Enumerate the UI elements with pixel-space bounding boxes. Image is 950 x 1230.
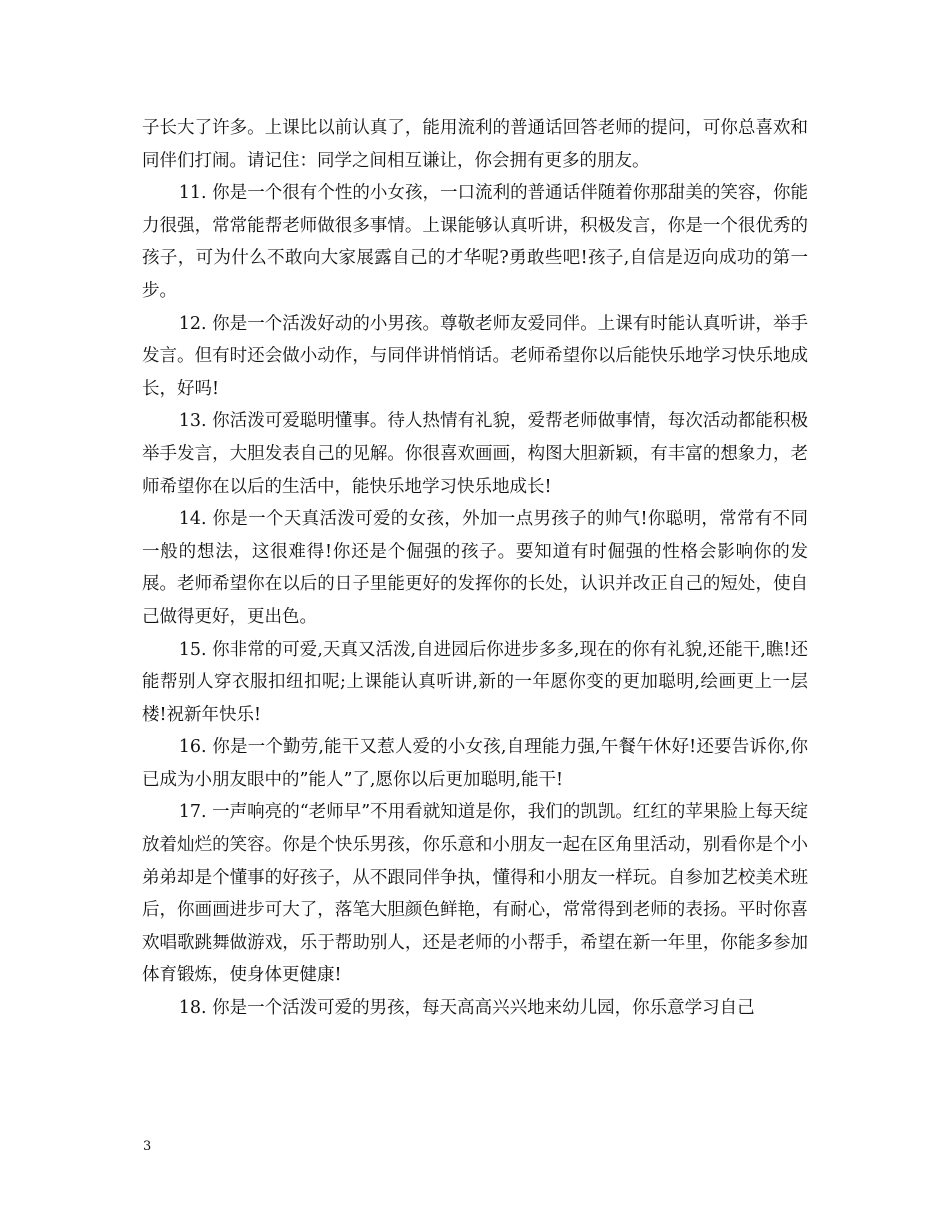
paragraph-15: 15. 你非常的可爱,天真又活泼,自进园后你进步多多,现在的你有礼貌,还能干,瞧!还能帮别人穿衣服扣纽扣呢;上课能认真听讲,新的一年愿你变的更加聪明,绘画更上一层楼!祝新年快乐! bbox=[142, 639, 808, 725]
page-number: 3 bbox=[143, 1139, 152, 1154]
paragraph-17: 17. 一声响亮的“老师早”不用看就知道是你，我们的凯凯。红红的苹果脸上每天绽放着灿烂的笑容。你是个快乐男孩，你乐意和小朋友一起在区角里活动，别看你是个小弟弟却是个懂事的好孩子，从不跟同伴争执，懂得和小朋友一样玩。自参加艺校美术班后，你画画进步可大了，落笔大胆颜色鲜艳，有耐心，常常得到老师的表扬。平时你喜欢唱歌跳舞做游戏，乐于帮助别人，还是老师的小帮手，希望在新一年里，你能多参加体育锻炼，使身体更健康! bbox=[142, 802, 808, 986]
paragraph-18: 18. 你是一个活泼可爱的男孩，每天高高兴兴地来幼儿园，你乐意学习自己 bbox=[178, 998, 755, 1019]
paragraph-13: 13. 你活泼可爱聪明懂事。待人热情有礼貌，爱帮老师做事情，每次活动都能积极举手发言，大胆发表自己的见解。你很喜欢画画，构图大胆新颖，有丰富的想象力，老师希望你在以后的生活中，能快乐地学习快乐地成长! bbox=[142, 411, 808, 497]
paragraph-16: 16. 你是一个勤劳,能干又惹人爱的小女孩,自理能力强,午餐午休好!还要告诉你,你已成为小朋友眼中的”能人”了,愿你以后更加聪明,能干! bbox=[142, 737, 808, 790]
paragraph-12: 12. 你是一个活泼好动的小男孩。尊敬老师友爱同伴。上课有时能认真听讲，举手发言。但有时还会做小动作，与同伴讲悄悄话。老师希望你以后能快乐地学习快乐地成长，好吗! bbox=[142, 313, 808, 399]
paragraph-continuation: 子长大了许多。上课比以前认真了，能用流利的普通话回答老师的提问，可你总喜欢和同伴们打闹。请记住：同学之间相互谦让，你会拥有更多的朋友。 bbox=[142, 118, 808, 171]
document-body bbox=[142, 112, 808, 1025]
paragraph-14: 14. 你是一个天真活泼可爱的女孩，外加一点男孩子的帅气!你聪明，常常有不同一般的想法，这很难得!你还是个倔强的孩子。要知道有时倔强的性格会影响你的发展。老师希望你在以后的日子里能更好的发挥你的长处，认识并改正自己的短处，使自己做得更好，更出色。 bbox=[142, 509, 808, 627]
paragraph-11: 11. 你是一个很有个性的小女孩，一口流利的普通话伴随着你那甜美的笑容，你能力很强，常常能帮老师做很多事情。上课能够认真听讲，积极发言，你是一个很优秀的孩子，可为什么不敢向大家展露自己的才华呢?勇敢些吧!孩子,自信是迈向成功的第一步。 bbox=[142, 183, 808, 301]
